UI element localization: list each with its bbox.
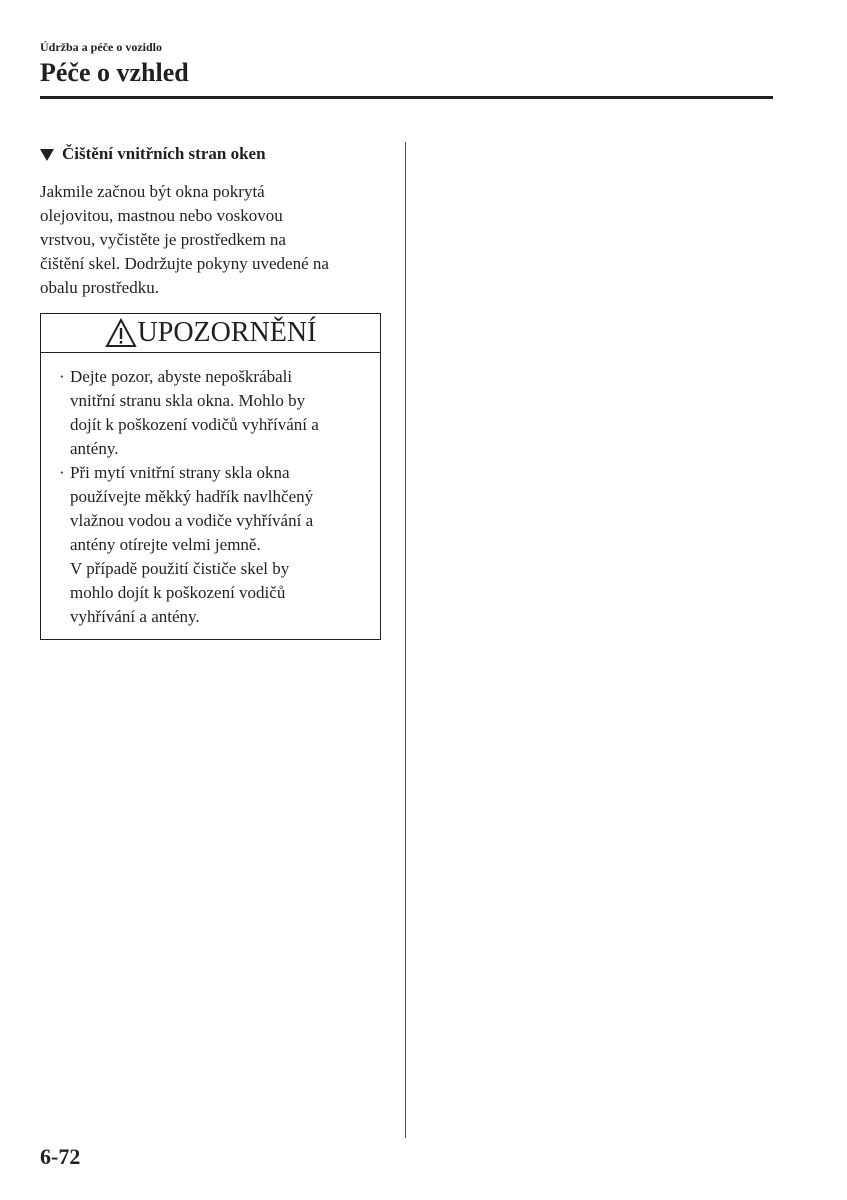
bullet-line: mohlo dojít k poškození vodičů	[70, 583, 286, 602]
subheading	[40, 142, 385, 166]
caution-body	[41, 353, 380, 639]
triangle-down-icon	[40, 149, 54, 161]
bullet-line: dojít k poškození vodičů vyhřívání a	[70, 415, 319, 434]
warning-triangle-icon	[105, 318, 137, 348]
caution-bullet	[59, 365, 372, 461]
bullet-line: antény.	[70, 439, 119, 458]
paragraph-line: čištění skel. Dodržujte pokyny uvedené na	[40, 254, 329, 273]
section-label: Údržba a péče o vozidlo	[40, 40, 162, 54]
bullet-line: vnitřní stranu skla okna. Mohlo by	[70, 391, 306, 410]
bullet-line: vyhřívání a antény.	[70, 607, 200, 626]
bullet-line: V případě použití čističe skel by	[70, 559, 290, 578]
title-rule	[40, 96, 773, 99]
bullet-line: Dejte pozor, abyste nepoškrábali	[70, 367, 293, 386]
caution-title: UPOZORNĚNÍ	[137, 317, 317, 348]
caution-header	[41, 314, 380, 353]
left-column	[40, 142, 385, 300]
paragraph-line: vrstvou, vyčistěte je prostředkem na	[40, 230, 286, 249]
subheading-text: Čištění vnitřních stran oken	[62, 144, 266, 163]
body-paragraph	[40, 180, 385, 300]
paragraph-line: obalu prostředku.	[40, 278, 159, 297]
bullet-line: vlažnou vodou a vodiče vyhřívání a	[70, 511, 314, 530]
page-number: 6-72	[40, 1144, 81, 1169]
paragraph-line: olejovitou, mastnou nebo voskovou	[40, 206, 283, 225]
column-divider	[405, 142, 406, 1138]
bullet-line: Při mytí vnitřní strany skla okna	[70, 463, 290, 482]
paragraph-line: Jakmile začnou být okna pokrytá	[40, 182, 265, 201]
caution-bullet	[59, 461, 372, 629]
caution-box	[40, 313, 381, 640]
bullet-line: antény otírejte velmi jemně.	[70, 535, 261, 554]
bullet-line: používejte měkký hadřík navlhčený	[70, 487, 314, 506]
page-title: Péče o vzhled	[40, 58, 189, 87]
bullet-marker: ·	[59, 463, 65, 482]
bullet-marker: ·	[59, 367, 65, 386]
